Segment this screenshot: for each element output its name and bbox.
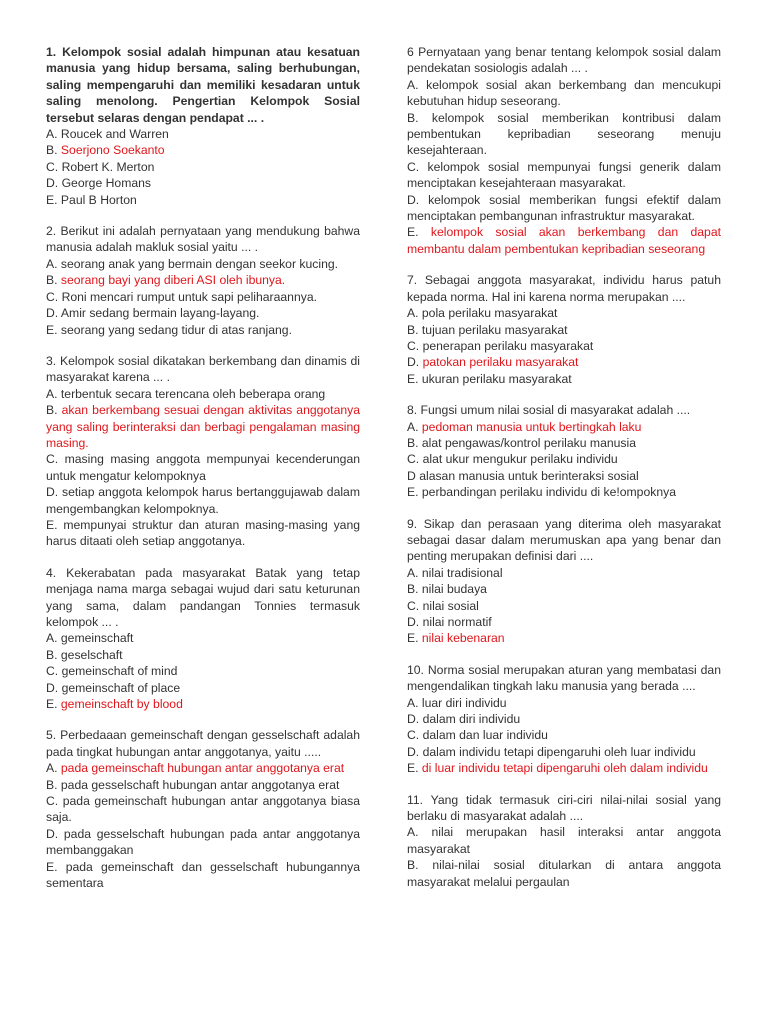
option-text: tujuan perilaku masyarakat: [421, 322, 568, 337]
option-text: pada gesselschaft hubungan pada antar anggotanya membanggakan: [46, 826, 361, 858]
question-8: [407, 402, 721, 500]
option-letter: A.: [407, 695, 419, 710]
answer-option: [46, 159, 360, 175]
answer-option: [46, 777, 360, 793]
option-letter: D.: [407, 744, 420, 759]
option-text: nilai-nilai sosial ditularkan di antara anggota masyarakat melalui pergaulan: [407, 858, 721, 889]
option-letter: E.: [407, 761, 419, 776]
question-1: [46, 44, 360, 208]
answer-option: [46, 289, 360, 305]
answer-option-correct: [407, 224, 721, 257]
answer-option: [46, 647, 360, 663]
option-letter: D.: [46, 306, 59, 321]
answer-option-correct: [46, 760, 360, 776]
option-letter: B.: [46, 403, 58, 418]
option-letter: E.: [46, 322, 58, 337]
option-text: Soerjono Soekanto: [60, 143, 165, 158]
option-text: di luar individu tetapi dipengaruhi oleh dalam individu: [421, 761, 708, 776]
answer-option: [407, 598, 721, 614]
option-text: masing masing anggota mempunyai kecenderungan untuk mengatur kelompoknya: [46, 452, 360, 483]
option-letter: E.: [46, 697, 58, 712]
option-letter: D.: [407, 192, 420, 207]
answer-option: [407, 727, 721, 743]
option-text: kelompok sosial akan berkembang dan dapat membantu dalam pembentukan kepribadian seseorang: [407, 225, 721, 256]
option-text: kelompok sosial mempunyai fungsi generik dalam menciptakan kesejahteraan masyarakat.: [407, 159, 722, 191]
option-letter: B.: [407, 435, 419, 450]
option-text: nilai normatif: [422, 615, 492, 629]
option-letter: A.: [407, 77, 419, 92]
answer-option: [407, 192, 721, 225]
option-letter: A.: [46, 256, 58, 271]
question-9: [407, 516, 721, 647]
option-text: pola perilaku masyarakat: [421, 306, 558, 321]
option-text: George Homans: [61, 176, 151, 191]
question-5: [46, 727, 360, 891]
question-2: [46, 223, 360, 338]
answer-option: [46, 256, 360, 272]
option-letter: A.: [46, 631, 58, 646]
option-text: Amir sedang bermain layang-layang.: [60, 306, 260, 321]
option-text: pada gesselschaft hubungan antar anggotanya erat: [60, 777, 340, 792]
option-letter: C.: [46, 452, 59, 467]
option-letter: B.: [407, 858, 419, 873]
answer-option-correct: [46, 272, 360, 288]
answer-option: [407, 695, 721, 711]
answer-option: [46, 859, 360, 892]
answer-option: [407, 711, 721, 727]
answer-option: [407, 857, 721, 890]
answer-option: [46, 322, 360, 338]
option-letter: C.: [46, 794, 59, 809]
option-text: dalam individu tetapi dipengaruhi oleh luar individu: [422, 744, 696, 759]
option-text: nilai kebenaran: [421, 631, 505, 646]
option-letter: E.: [407, 631, 419, 646]
option-letter: A.: [407, 565, 419, 580]
option-text: kelompok sosial akan berkembang dan mencukupi kebutuhan hidup seseorang.: [407, 77, 722, 109]
answer-option: [407, 565, 721, 581]
option-letter: E.: [46, 192, 58, 207]
answer-option: [407, 305, 721, 321]
question-4: [46, 565, 360, 713]
answer-option: [407, 435, 721, 451]
option-text: dalam dan luar individu: [422, 728, 548, 743]
answer-option: [407, 159, 721, 192]
option-text: Roni mencari rumput untuk sapi peliharaannya.: [61, 289, 317, 304]
option-text: perbandingan perilaku individu di ke!ompoknya: [421, 485, 676, 500]
option-text: pada gemeinschaft hubungan antar anggotanya erat: [60, 761, 345, 776]
option-text: terbentuk secara terencana oleh beberapa orang: [60, 386, 326, 401]
option-text: nilai sosial: [422, 598, 479, 613]
option-letter: B.: [46, 777, 58, 792]
option-letter: D.: [407, 712, 420, 727]
option-letter: A.: [46, 386, 58, 401]
answer-option: [46, 386, 360, 402]
option-text: Robert K. Merton: [61, 159, 155, 174]
answer-option: [46, 826, 360, 859]
answer-option: [407, 371, 721, 387]
answer-option: [407, 338, 721, 354]
option-letter: D.: [407, 355, 420, 370]
option-letter: A.: [46, 127, 58, 142]
question-10: [407, 662, 721, 777]
option-text: seorang bayi yang diberi ASI oleh ibunya.: [60, 273, 286, 288]
option-text: luar diri individu: [421, 695, 507, 710]
option-text: setiap anggota kelompok harus bertanggujawab dalam mengembangkan kelompoknya.: [46, 485, 360, 516]
option-text: nilai budaya: [421, 582, 487, 597]
option-letter: C.: [407, 159, 420, 174]
question-3: [46, 353, 360, 550]
option-letter: D.: [46, 485, 59, 500]
question-stem: 7. Sebagai anggota masyarakat, individu harus patuh kepada norma. Hal ini karena norma merupakan ....: [407, 273, 721, 304]
option-letter: B.: [407, 110, 419, 125]
answer-option: [407, 451, 721, 467]
answer-option-correct: [407, 630, 721, 646]
answer-option: [46, 126, 360, 142]
option-letter: C.: [407, 598, 420, 613]
option-text: pedoman manusia untuk bertingkah laku: [421, 419, 642, 434]
option-letter: A.: [46, 761, 58, 776]
question-stem: 2. Berikut ini adalah pernyataan yang mendukung bahwa manusia adalah makluk sosial yaitu ... .: [46, 224, 360, 255]
option-text: kelompok sosial memberikan fungsi efektif dalam menciptakan pembangunan infrastruktur masyarakat.: [407, 192, 721, 224]
question-stem: 9. Sikap dan perasaan yang diterima oleh masyarakat sebagai dasar dalam merumuskan apa yang benar dan penting merupakan definisi dari ....: [407, 516, 721, 564]
question-stem: 3. Kelompok sosial dikatakan berkembang dan dinamis di masyarakat karena ... .: [46, 353, 360, 385]
answer-option: [407, 581, 721, 597]
answer-option: [46, 484, 360, 517]
option-text: dalam diri individu: [422, 712, 521, 727]
option-letter: C.: [46, 664, 59, 679]
option-letter: C.: [46, 289, 59, 304]
option-letter: D.: [46, 826, 59, 841]
option-letter: C.: [46, 159, 59, 174]
option-letter: B.: [46, 273, 58, 288]
answer-option: [46, 175, 360, 191]
option-letter: E.: [46, 859, 58, 874]
option-text: gemeinschaft by blood: [60, 697, 183, 712]
option-letter: E.: [46, 517, 58, 532]
answer-option-correct: [407, 419, 721, 435]
answer-option: [46, 451, 360, 484]
option-text: ukuran perilaku masyarakat: [421, 371, 572, 386]
option-text: alasan manusia untuk berinteraksi sosial: [419, 468, 639, 483]
answer-option: [407, 824, 721, 857]
option-letter: E.: [407, 371, 419, 386]
answer-option: [407, 614, 721, 630]
option-text: nilai merupakan hasil interaksi antar anggota masyarakat: [407, 825, 721, 856]
question-7: [407, 272, 721, 387]
option-letter: E.: [407, 225, 419, 240]
answer-option-correct: [46, 696, 360, 712]
question-6: [407, 44, 721, 257]
answer-option: [407, 468, 721, 484]
option-text: mempunyai struktur dan aturan masing-masing yang harus ditaati oleh setiap anggotanya.: [46, 517, 361, 549]
answer-option: [46, 517, 360, 550]
option-letter: B.: [407, 582, 419, 597]
option-text: alat ukur mengukur perilaku individu: [422, 452, 618, 467]
option-letter: A.: [407, 825, 419, 840]
question-stem: 4. Kekerabatan pada masyarakat Batak yang tetap menjaga nama marga sebagai wujud dari satu keturunan yang sama, dalam pandangan Tonnies termasuk kelompok ... .: [46, 565, 360, 629]
answer-option-correct: [46, 402, 360, 451]
answer-option: [407, 322, 721, 338]
option-text: alat pengawas/kontrol perilaku manusia: [421, 435, 636, 450]
option-text: kelompok sosial memberikan kontribusi dalam pembentukan kepribadian seseorang menuju kesejahteraan.: [407, 110, 721, 158]
question-stem: 10. Norma sosial merupakan aturan yang membatasi dan mengendalikan tingkah laku manusia yang berada ....: [407, 662, 721, 694]
left-column: [46, 44, 360, 907]
answer-option: [46, 680, 360, 696]
answer-option: [407, 484, 721, 500]
question-stem: 11. Yang tidak termasuk ciri-ciri nilai-nilai sosial yang berlaku di masyarakat adalah ....: [407, 792, 721, 824]
option-text: Roucek and Warren: [60, 127, 169, 142]
question-stem: 6 Pernyataan yang benar tentang kelompok sosial dalam pendekatan sosiologis adalah ... .: [407, 45, 721, 76]
answer-option: [407, 110, 721, 159]
answer-option: [46, 305, 360, 321]
option-letter: B.: [407, 322, 419, 337]
option-letter: E.: [407, 485, 419, 500]
option-text: geselschaft: [60, 647, 123, 662]
option-text: gemeinschaft of mind: [61, 664, 178, 679]
question-11: [407, 792, 721, 890]
answer-option: [407, 77, 721, 110]
option-letter: C.: [407, 338, 420, 353]
question-stem: 5. Perbedaaan gemeinschaft dengan gesselschaft adalah pada tingkat hubungan antar anggotanya, yaitu .....: [46, 728, 360, 759]
answer-option-correct: [407, 354, 721, 370]
option-text: gemeinschaft of place: [61, 680, 181, 695]
option-text: nilai tradisional: [421, 565, 503, 580]
option-text: penerapan perilaku masyarakat: [422, 338, 594, 353]
option-letter: C.: [407, 452, 420, 467]
answer-option: [407, 744, 721, 760]
option-text: seorang anak yang bermain dengan seekor kucing.: [60, 256, 339, 271]
option-text: Paul B Horton: [60, 192, 137, 207]
option-letter: D.: [46, 176, 59, 191]
option-text: patokan perilaku masyarakat: [422, 355, 579, 370]
option-text: seorang yang sedang tidur di atas ranjang.: [60, 322, 292, 337]
right-column: [407, 44, 721, 905]
question-stem: 8. Fungsi umum nilai sosial di masyarakat adalah ....: [407, 403, 691, 418]
option-letter: D.: [46, 680, 59, 695]
option-text: gemeinschaft: [60, 631, 134, 646]
answer-option: [46, 630, 360, 646]
option-text: pada gemeinschaft dan gesselschaft hubungannya sementara: [46, 859, 360, 891]
option-letter: D.: [407, 615, 420, 629]
answer-option-correct: [46, 142, 360, 158]
option-letter: D: [407, 468, 416, 483]
option-letter: A.: [407, 306, 419, 321]
answer-option: [46, 663, 360, 679]
option-letter: B.: [46, 143, 58, 158]
option-letter: C.: [407, 728, 420, 743]
option-letter: B.: [46, 647, 58, 662]
option-text: akan berkembang sesuai dengan aktivitas anggotanya yang saling berinteraksi dan berbagi pengalaman masing masing.: [46, 403, 360, 450]
answer-option: [46, 793, 360, 826]
answer-option: [46, 192, 360, 208]
option-text: pada gemeinschaft hubungan antar anggotanya biasa saja.: [46, 794, 360, 825]
question-stem: 1. Kelompok sosial adalah himpunan atau kesatuan manusia yang hidup bersama, saling berhubungan, saling mempengaruhi dan memiliki kesadaran untuk saling menolong. Pengertian Kelompok Sosial tersebut selaras dengan pendapat ... .: [46, 45, 360, 125]
answer-option-correct: [407, 760, 721, 776]
option-letter: A.: [407, 419, 419, 434]
